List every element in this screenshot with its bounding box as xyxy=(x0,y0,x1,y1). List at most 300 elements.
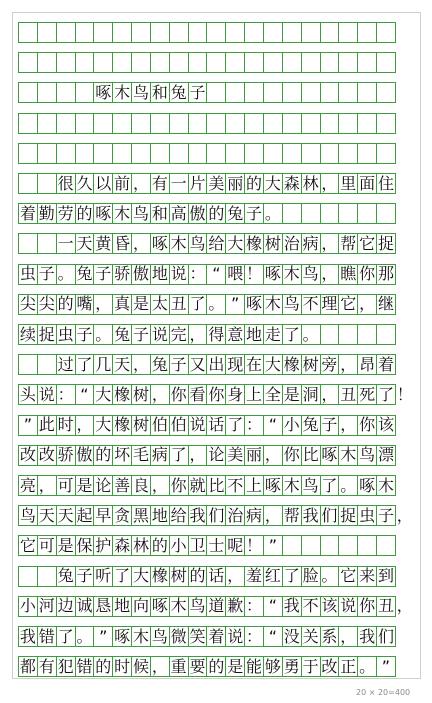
grid-cell xyxy=(320,143,340,164)
grid-cell xyxy=(357,52,377,73)
grid-cell: 的 xyxy=(246,173,263,193)
grid-cell: 没 xyxy=(283,626,300,646)
grid-cell xyxy=(18,82,38,103)
grid-cell xyxy=(338,82,358,103)
grid-row xyxy=(18,294,396,315)
grid-row xyxy=(18,203,396,224)
grid-cell: 比 xyxy=(208,475,225,495)
grid-cell: ， xyxy=(132,233,149,253)
grid-cell: 的 xyxy=(208,203,225,223)
grid-cell: 勤 xyxy=(38,203,55,223)
grid-cell xyxy=(18,173,38,194)
grid-cell: 的 xyxy=(151,535,168,555)
grid-cell: 微 xyxy=(170,626,187,646)
grid-cell: 了 xyxy=(189,294,206,314)
grid-cell: 身 xyxy=(227,384,244,404)
grid-cell: 大 xyxy=(264,354,281,374)
grid-cell xyxy=(18,143,38,164)
grid-cell: 子 xyxy=(189,82,206,102)
grid-cell: 木 xyxy=(170,596,187,616)
grid-cell: ！ xyxy=(246,264,263,284)
grid-cell xyxy=(37,113,57,134)
grid-cell: 改 xyxy=(321,656,338,676)
grid-cell: 话 xyxy=(208,566,225,586)
grid-cell xyxy=(18,354,38,375)
grid-cell: 在 xyxy=(246,354,263,374)
grid-cell xyxy=(150,143,170,164)
grid-cell xyxy=(18,566,38,587)
grid-cell: 向 xyxy=(132,596,149,616)
grid-cell: 恳 xyxy=(95,596,112,616)
grid-cell: 地 xyxy=(151,505,168,525)
grid-cell: 鸟 xyxy=(283,294,300,314)
margin-line-left xyxy=(12,12,13,678)
grid-cell: 帮 xyxy=(283,505,300,525)
grid-cell xyxy=(338,203,358,224)
grid-cell: 过 xyxy=(57,354,74,374)
grid-cell: 呢 xyxy=(227,535,244,555)
grid-cell xyxy=(301,143,321,164)
grid-cell xyxy=(357,22,377,43)
grid-cell: 橡 xyxy=(246,233,263,253)
grid-cell: 鸟 xyxy=(132,82,149,102)
grid-cell xyxy=(357,203,377,224)
grid-row xyxy=(18,52,396,73)
grid-cell xyxy=(206,52,226,73)
grid-cell: 病 xyxy=(246,505,263,525)
grid-cell: 子 xyxy=(132,324,149,344)
grid-cell: 黑 xyxy=(132,505,149,525)
grid-cell xyxy=(320,52,340,73)
grid-cell: “ xyxy=(206,264,226,285)
grid-cell xyxy=(357,535,377,556)
grid-cell: 啄 xyxy=(95,82,112,102)
grid-cell: 林 xyxy=(132,535,149,555)
grid-cell: 坏 xyxy=(114,445,131,465)
grid-cell: 美 xyxy=(227,445,244,465)
grid-cell: 着 xyxy=(19,203,36,223)
grid-cell xyxy=(188,143,208,164)
grid-cell: 高 xyxy=(170,203,187,223)
grid-cell xyxy=(37,354,57,375)
grid-cell: 卫 xyxy=(189,535,206,555)
grid-cell: 它 xyxy=(340,294,357,314)
grid-cell: ， xyxy=(359,294,376,314)
grid-cell: 尖 xyxy=(19,294,36,314)
grid-cell: 大 xyxy=(132,566,149,586)
grid-cell: 是 xyxy=(227,656,244,676)
grid-cell: 。 xyxy=(76,626,93,646)
grid-cell: 良 xyxy=(132,475,149,495)
grid-cell xyxy=(37,52,57,73)
grid-cell: 啄 xyxy=(95,203,112,223)
grid-cell: 鸟 xyxy=(19,505,36,525)
grid-cell: 兔 xyxy=(227,203,244,223)
grid-cell xyxy=(131,143,151,164)
grid-cell: 你 xyxy=(359,596,376,616)
grid-cell xyxy=(75,82,95,103)
grid-cell xyxy=(282,143,302,164)
grid-cell: 比 xyxy=(302,445,319,465)
grid-cell xyxy=(206,143,226,164)
grid-cell: 鸟 xyxy=(302,475,319,495)
grid-cell: 和 xyxy=(151,203,168,223)
grid-cell: 的 xyxy=(76,203,93,223)
grid-cell: 我 xyxy=(359,626,376,646)
grid-cell: 伯 xyxy=(151,415,168,435)
grid-cell: 续 xyxy=(19,324,36,344)
grid-cell: 够 xyxy=(264,656,281,676)
grid-cell: 病 xyxy=(151,445,168,465)
grid-cell: 啄 xyxy=(321,445,338,465)
grid-cell: 大 xyxy=(95,415,112,435)
grid-cell: 天 xyxy=(114,354,131,374)
grid-cell: 的 xyxy=(208,656,225,676)
grid-cell: 啄 xyxy=(151,233,168,253)
grid-cell: 不 xyxy=(302,596,319,616)
grid-cell: 捉 xyxy=(38,324,55,344)
grid-cell xyxy=(376,324,396,345)
grid-cell xyxy=(357,143,377,164)
grid-cell xyxy=(37,233,57,254)
grid-cell xyxy=(263,113,283,134)
grid-cell: 的 xyxy=(189,566,206,586)
grid-cell xyxy=(93,143,113,164)
grid-cell xyxy=(301,82,321,103)
grid-cell: 傲 xyxy=(132,264,149,284)
grid-cell xyxy=(112,113,132,134)
grid-cell: 那 xyxy=(377,264,394,284)
grid-cell: 话 xyxy=(208,415,225,435)
grid-cell xyxy=(93,52,113,73)
grid-cell: 你 xyxy=(170,384,187,404)
grid-cell: 地 xyxy=(246,324,263,344)
grid-cell: 我 xyxy=(302,505,319,525)
grid-cell xyxy=(263,143,283,164)
grid-cell: 树 xyxy=(264,233,281,253)
grid-cell: 全 xyxy=(264,384,281,404)
grid-cell xyxy=(376,203,396,224)
grid-cell: ， xyxy=(151,475,168,495)
grid-cell xyxy=(244,82,264,103)
grid-cell: ， xyxy=(321,173,338,193)
grid-cell: 虫 xyxy=(19,264,36,284)
grid-cell: 关 xyxy=(302,626,319,646)
grid-cell: 我 xyxy=(19,626,36,646)
grid-cell xyxy=(357,82,377,103)
grid-cell xyxy=(263,22,283,43)
grid-cell: 错 xyxy=(38,626,55,646)
grid-cell: ， xyxy=(321,264,338,284)
grid-cell: ， xyxy=(151,656,168,676)
grid-cell: 鸟 xyxy=(189,233,206,253)
grid-cell: ” xyxy=(18,415,38,436)
grid-cell xyxy=(93,22,113,43)
grid-cell: 系 xyxy=(321,626,338,646)
grid-cell xyxy=(320,203,340,224)
grid-cell: “ xyxy=(263,415,283,436)
grid-cell: 可 xyxy=(38,535,55,555)
grid-cell xyxy=(56,143,76,164)
grid-cell xyxy=(244,22,264,43)
grid-size-label: 20 × 20=400 xyxy=(356,688,411,697)
grid-cell: ” xyxy=(263,535,283,556)
grid-cell: 你 xyxy=(283,445,300,465)
grid-cell: ， xyxy=(227,566,244,586)
grid-cell: 啄 xyxy=(151,596,168,616)
grid-cell: 树 xyxy=(132,384,149,404)
grid-cell xyxy=(150,22,170,43)
grid-cell: ， xyxy=(189,324,206,344)
grid-cell: 啄 xyxy=(359,475,376,495)
grid-cell: 说 xyxy=(170,264,187,284)
grid-cell: 木 xyxy=(170,233,187,253)
grid-cell: 兔 xyxy=(57,566,74,586)
grid-cell: 走 xyxy=(264,324,281,344)
grid-cell: ， xyxy=(264,505,281,525)
grid-cell: 鸟 xyxy=(302,264,319,284)
grid-cell: “ xyxy=(75,384,95,405)
grid-cell: 面 xyxy=(359,173,376,193)
grid-cell: 贪 xyxy=(114,505,131,525)
grid-cell xyxy=(244,143,264,164)
grid-cell: 久 xyxy=(76,173,93,193)
grid-cell: ， xyxy=(340,415,357,435)
grid-cell xyxy=(282,203,302,224)
grid-row xyxy=(18,324,396,345)
grid-cell: 就 xyxy=(189,475,206,495)
grid-cell: 兔 xyxy=(76,264,93,284)
grid-cell: 捉 xyxy=(340,505,357,525)
grid-cell xyxy=(320,535,340,556)
grid-cell: 以 xyxy=(95,173,112,193)
grid-cell: 木 xyxy=(283,475,300,495)
grid-cell: 你 xyxy=(359,264,376,284)
grid-cell xyxy=(282,82,302,103)
grid-cell: 很 xyxy=(57,173,74,193)
grid-cell xyxy=(282,22,302,43)
grid-cell xyxy=(18,22,38,43)
grid-cell: 上 xyxy=(246,384,263,404)
grid-cell: 不 xyxy=(302,294,319,314)
grid-cell xyxy=(320,324,340,345)
grid-cell xyxy=(338,22,358,43)
grid-cell: 正 xyxy=(340,656,357,676)
manuscript-grid xyxy=(18,22,415,683)
grid-cell xyxy=(376,143,396,164)
grid-cell xyxy=(37,82,57,103)
grid-cell: 了 xyxy=(283,324,300,344)
grid-cell: ， xyxy=(132,354,149,374)
grid-cell: 喂 xyxy=(227,264,244,284)
grid-cell: 前 xyxy=(114,173,131,193)
grid-cell: 子 xyxy=(321,415,338,435)
grid-cell xyxy=(320,82,340,103)
grid-cell xyxy=(93,113,113,134)
grid-cell xyxy=(338,52,358,73)
grid-cell: ” xyxy=(225,294,245,315)
grid-cell: 它 xyxy=(359,233,376,253)
grid-cell: ， xyxy=(38,475,55,495)
grid-cell: 橡 xyxy=(114,415,131,435)
grid-cell: 伯 xyxy=(170,415,187,435)
grid-cell xyxy=(169,143,189,164)
grid-cell xyxy=(75,113,95,134)
grid-cell xyxy=(169,52,189,73)
grid-row xyxy=(18,566,396,587)
grid-cell: 。 xyxy=(95,324,112,344)
grid-cell: 鸟 xyxy=(132,203,149,223)
grid-cell: 此 xyxy=(38,415,55,435)
grid-cell: 傲 xyxy=(76,445,93,465)
grid-cell: 洞 xyxy=(302,384,319,404)
grid-cell: 改 xyxy=(38,445,55,465)
grid-cell: 有 xyxy=(151,173,168,193)
grid-cell xyxy=(188,113,208,134)
grid-row xyxy=(18,82,396,103)
grid-cell: 丽 xyxy=(246,445,263,465)
grid-cell: 木 xyxy=(132,626,149,646)
grid-cell xyxy=(263,52,283,73)
grid-cell xyxy=(206,113,226,134)
grid-cell: 要 xyxy=(189,656,206,676)
grid-cell: 红 xyxy=(264,566,281,586)
grid-cell: 现 xyxy=(227,354,244,374)
grid-cell: 起 xyxy=(76,505,93,525)
grid-cell: 可 xyxy=(57,475,74,495)
grid-cell: 改 xyxy=(19,445,36,465)
grid-cell: 。 xyxy=(302,324,319,344)
grid-cell xyxy=(225,143,245,164)
grid-cell: 小 xyxy=(283,415,300,435)
grid-cell: 小 xyxy=(170,535,187,555)
grid-cell xyxy=(131,22,151,43)
grid-cell: ： xyxy=(246,596,263,616)
grid-row xyxy=(18,233,396,254)
grid-cell: 我 xyxy=(283,596,300,616)
grid-cell: 了 xyxy=(377,384,394,404)
grid-cell: 得 xyxy=(208,324,225,344)
grid-cell: 一 xyxy=(170,173,187,193)
grid-cell: 犯 xyxy=(57,656,74,676)
grid-cell: 的 xyxy=(95,656,112,676)
grid-cell xyxy=(75,22,95,43)
grid-cell: 树 xyxy=(132,415,149,435)
grid-cell: 着 xyxy=(208,626,225,646)
grid-cell: 不 xyxy=(227,475,244,495)
grid-cell xyxy=(301,22,321,43)
grid-cell: 子 xyxy=(38,264,55,284)
grid-cell: 片 xyxy=(189,173,206,193)
grid-cell: 了 xyxy=(283,566,300,586)
grid-cell: 道 xyxy=(208,596,225,616)
grid-cell xyxy=(338,143,358,164)
grid-cell xyxy=(338,324,358,345)
grid-cell: 帮 xyxy=(340,233,357,253)
grid-cell: 橡 xyxy=(283,354,300,374)
grid-cell: ， xyxy=(132,173,149,193)
grid-cell: 子 xyxy=(95,264,112,284)
grid-cell: 于 xyxy=(302,656,319,676)
grid-cell xyxy=(37,22,57,43)
grid-cell xyxy=(150,52,170,73)
grid-cell: 论 xyxy=(208,445,225,465)
grid-row xyxy=(18,173,396,194)
grid-cell: 旁 xyxy=(321,354,338,374)
grid-cell xyxy=(37,143,57,164)
grid-cell: 鸟 xyxy=(151,626,168,646)
grid-cell: 出 xyxy=(208,354,225,374)
grid-cell xyxy=(376,52,396,73)
grid-cell: ： xyxy=(189,264,206,284)
grid-cell: 。 xyxy=(264,203,281,223)
grid-cell xyxy=(338,535,358,556)
grid-cell: 说 xyxy=(227,626,244,646)
grid-cell: 继 xyxy=(377,294,394,314)
grid-cell: 木 xyxy=(283,264,300,284)
grid-cell xyxy=(282,113,302,134)
grid-cell: 鸟 xyxy=(189,596,206,616)
grid-cell: ： xyxy=(246,415,263,435)
grid-cell: 的 xyxy=(95,445,112,465)
grid-cell xyxy=(225,82,245,103)
grid-cell: 羞 xyxy=(246,566,263,586)
grid-row xyxy=(18,22,396,43)
grid-cell xyxy=(56,52,76,73)
grid-cell: 勇 xyxy=(283,656,300,676)
grid-cell: 该 xyxy=(321,596,338,616)
grid-cell: 一 xyxy=(57,233,74,253)
grid-cell: 候 xyxy=(132,656,149,676)
grid-cell: ， xyxy=(264,445,281,465)
grid-cell: 丑 xyxy=(170,294,187,314)
grid-cell: 捉 xyxy=(377,233,394,253)
grid-overflow-char: ， xyxy=(396,505,413,525)
grid-cell: 诚 xyxy=(76,596,93,616)
grid-cell: 真 xyxy=(114,294,131,314)
grid-cell: 劳 xyxy=(57,203,74,223)
grid-cell: 给 xyxy=(170,505,187,525)
grid-cell: 说 xyxy=(38,384,55,404)
grid-cell: 了 xyxy=(170,445,187,465)
margin-line-top xyxy=(12,12,421,13)
grid-cell: 鸟 xyxy=(359,445,376,465)
grid-cell xyxy=(188,22,208,43)
grid-cell: ！ xyxy=(246,535,263,555)
grid-cell: 子 xyxy=(170,354,187,374)
grid-cell: 们 xyxy=(321,505,338,525)
grid-cell: ， xyxy=(189,445,206,465)
grid-cell xyxy=(112,52,132,73)
grid-cell xyxy=(56,113,76,134)
grid-cell: 保 xyxy=(76,535,93,555)
grid-cell: 说 xyxy=(189,415,206,435)
grid-cell: ， xyxy=(340,626,357,646)
grid-cell xyxy=(357,113,377,134)
grid-cell xyxy=(112,143,132,164)
grid-cell: 。 xyxy=(340,475,357,495)
grid-cell: 能 xyxy=(246,656,263,676)
grid-cell: 地 xyxy=(114,596,131,616)
grid-cell: 头 xyxy=(19,384,36,404)
grid-cell: 木 xyxy=(340,445,357,465)
grid-cell: 河 xyxy=(38,596,55,616)
grid-cell: 啄 xyxy=(246,294,263,314)
grid-cell: 里 xyxy=(340,173,357,193)
grid-cell: 啄 xyxy=(114,626,131,646)
grid-cell: 兔 xyxy=(151,354,168,374)
grid-cell xyxy=(112,22,132,43)
